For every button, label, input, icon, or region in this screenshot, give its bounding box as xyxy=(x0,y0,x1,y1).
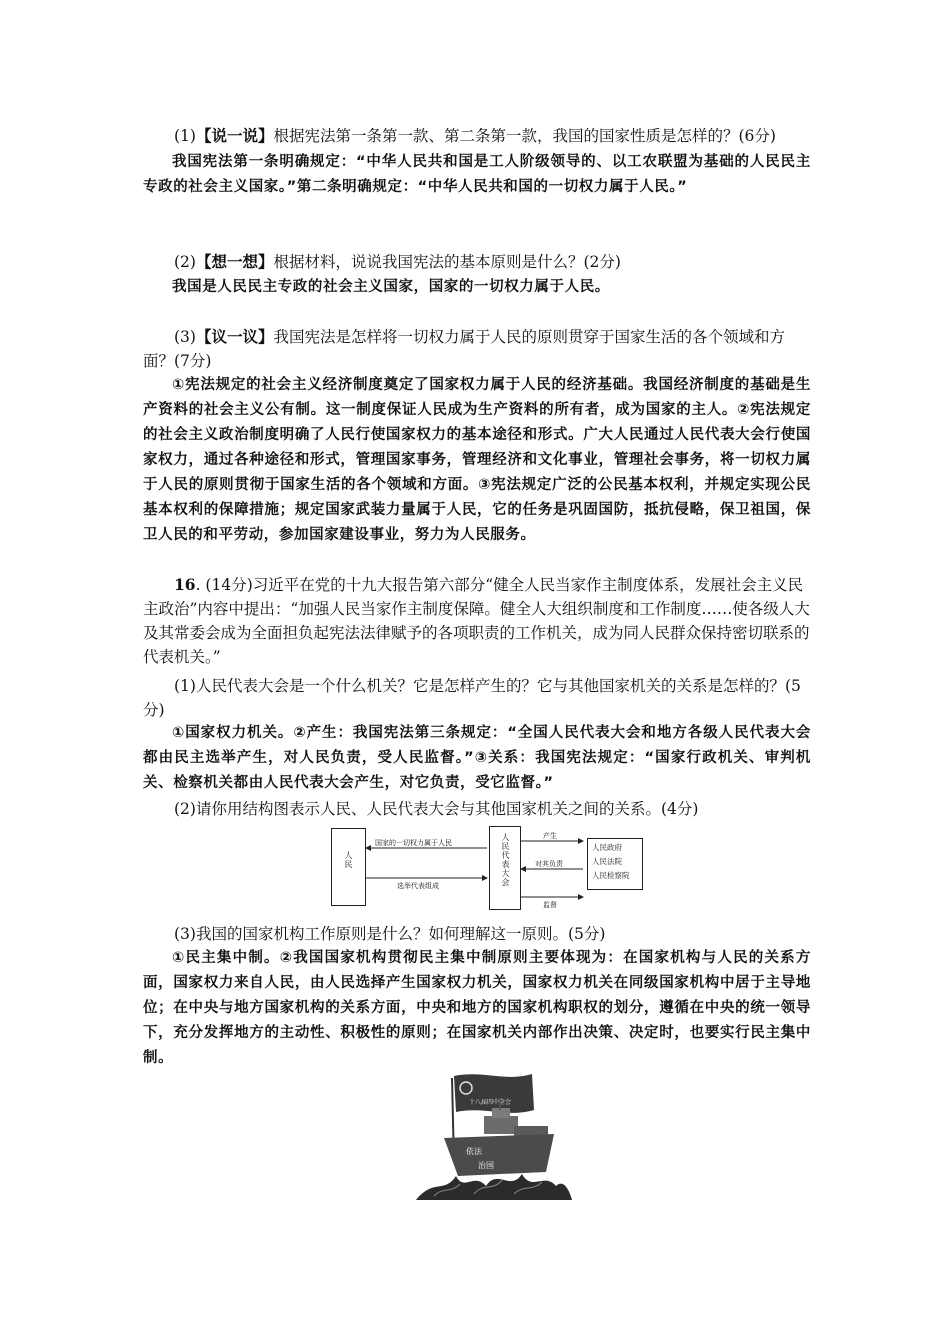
question-3-number: (3) xyxy=(174,328,196,346)
question-2 xyxy=(143,250,813,274)
ship-illustration xyxy=(414,1068,574,1203)
question-2-tag: 【想一想】 xyxy=(195,252,274,271)
ship-image xyxy=(414,1068,574,1203)
question-1 xyxy=(143,124,813,148)
npc-label: 人民代表大会 xyxy=(501,833,510,887)
question-16-part-3: (3)我国的国家机构工作原则是什么？如何理解这一原则。(5分) xyxy=(174,925,606,943)
question-2-number: (2) xyxy=(174,253,196,271)
arrow-produce-label: 产生 xyxy=(543,832,557,840)
answer-2: 我国是人民民主专政的社会主义国家，国家的一切权力属于人民。 xyxy=(172,279,610,295)
structure-diagram xyxy=(331,826,646,910)
arrow-supervise-label: 监督 xyxy=(543,901,557,909)
question-16 xyxy=(143,573,813,669)
question-1-number: (1) xyxy=(174,127,196,145)
state-organs-box xyxy=(587,838,643,890)
organ-government: 人民政府 xyxy=(592,843,622,852)
people-label: 人民 xyxy=(344,851,353,869)
arrow-power-label: 国家的一切权力属于人民 xyxy=(375,839,452,847)
question-1-text: 根据宪法第一条第一款、第二条第一款，我国的国家性质是怎样的？(6分) xyxy=(273,127,776,145)
question-16-part-2: (2)请你用结构图表示人民、人民代表大会与其他国家机关之间的关系。(4分) xyxy=(174,800,699,818)
question-16-number: 16 xyxy=(174,575,196,594)
question-16-part-1: (1)人民代表大会是一个什么机关？它是怎样产生的？它与其他国家机关的关系是怎样的？(5分) xyxy=(143,677,801,719)
organ-court: 人民法院 xyxy=(592,857,622,866)
question-1-tag: 【说一说】 xyxy=(195,126,274,145)
ship-text-2: 治国 xyxy=(478,1161,494,1170)
ship-text-1: 依法 xyxy=(466,1147,482,1156)
question-3-text: 我国宪法是怎样将一切权力属于人民的原则贯穿于国家生活的各个领域和方面？(7分) xyxy=(143,328,785,370)
question-16-intro: . (14分)习近平在党的十九大报告第六部分“健全人民当家作主制度体系，发展社会主义民主政治”内容中提出：“加强人民当家作主制度保障。健全人大组织制度和工作制度……使各级人大及其常委会成为全面担负起宪法法律赋予的各项职责的工作机关，成为同人民群众保持密切联系的代表机关。” xyxy=(143,576,810,666)
answer-16-part-3: ①民主集中制。②我国国家机构贯彻民主集中制原则主要体现为：在国家机构与人民的关系方面，国家权力来自人民，由人民选择产生国家权力机关，国家权力机关在同级国家机构中居于主导地位；在中央与地方国家机构的关系方面，中央和地方的国家机构职权的划分，遵循在中央的统一领导下，充分发挥地方的主动性、积极性的原则；在国家机关内部作出决策、决定时，也要实行民主集中制。 xyxy=(143,950,811,1066)
organ-procuratorate: 人民检察院 xyxy=(592,871,630,880)
npc-box xyxy=(489,826,521,910)
question-2-text: 根据材料，说说我国宪法的基本原则是什么？(2分) xyxy=(273,253,621,271)
arrow-responsible-label: 对其负责 xyxy=(535,860,563,868)
answer-3: ①宪法规定的社会主义经济制度奠定了国家权力属于人民的经济基础。我国经济制度的基础是生产资料的社会主义公有制。这一制度保证人民成为生产资料的所有者，成为国家的主人。②宪法规定的社会主义政治制度明确了人民行使国家权力的基本途径和形式。广大人民通过人民代表大会行使国家权力，通过各种途径和形式，管理国家事务，管理经济和文化事业，管理社会事务，将一切权力属于人民的原则贯彻于国家生活的各个领域和方面。③宪法规定广泛的公民基本权利，并规定实现公民基本权利的保障措施；规定国家武装力量属于人民，它的任务是巩固国防，抵抗侵略，保卫祖国，保卫人民的和平劳动，参加国家建设事业，努力为人民服务。 xyxy=(143,377,811,543)
question-3-tag: 【议一议】 xyxy=(195,327,274,346)
people-box xyxy=(331,828,366,906)
answer-16-part-1: ①国家权力机关。②产生：我国宪法第三条规定：“全国人民代表大会和地方各级人民代表大会都由民主选举产生，对人民负责，受人民监督。”③关系：我国宪法规定：“国家行政机关、审判机关、检察机关都由人民代表大会产生，对它负责，受它监督。” xyxy=(143,725,811,791)
flag-text: 十八届四中全会 xyxy=(469,1099,512,1106)
answer-1: 我国宪法第一条明确规定：“中华人民共和国是工人阶级领导的、以工农联盟为基础的人民民主专政的社会主义国家。”第二条明确规定：“中华人民共和国的一切权力属于人民。” xyxy=(143,154,811,195)
question-3 xyxy=(143,325,813,373)
arrow-elect-label: 选举代表组成 xyxy=(397,882,439,890)
